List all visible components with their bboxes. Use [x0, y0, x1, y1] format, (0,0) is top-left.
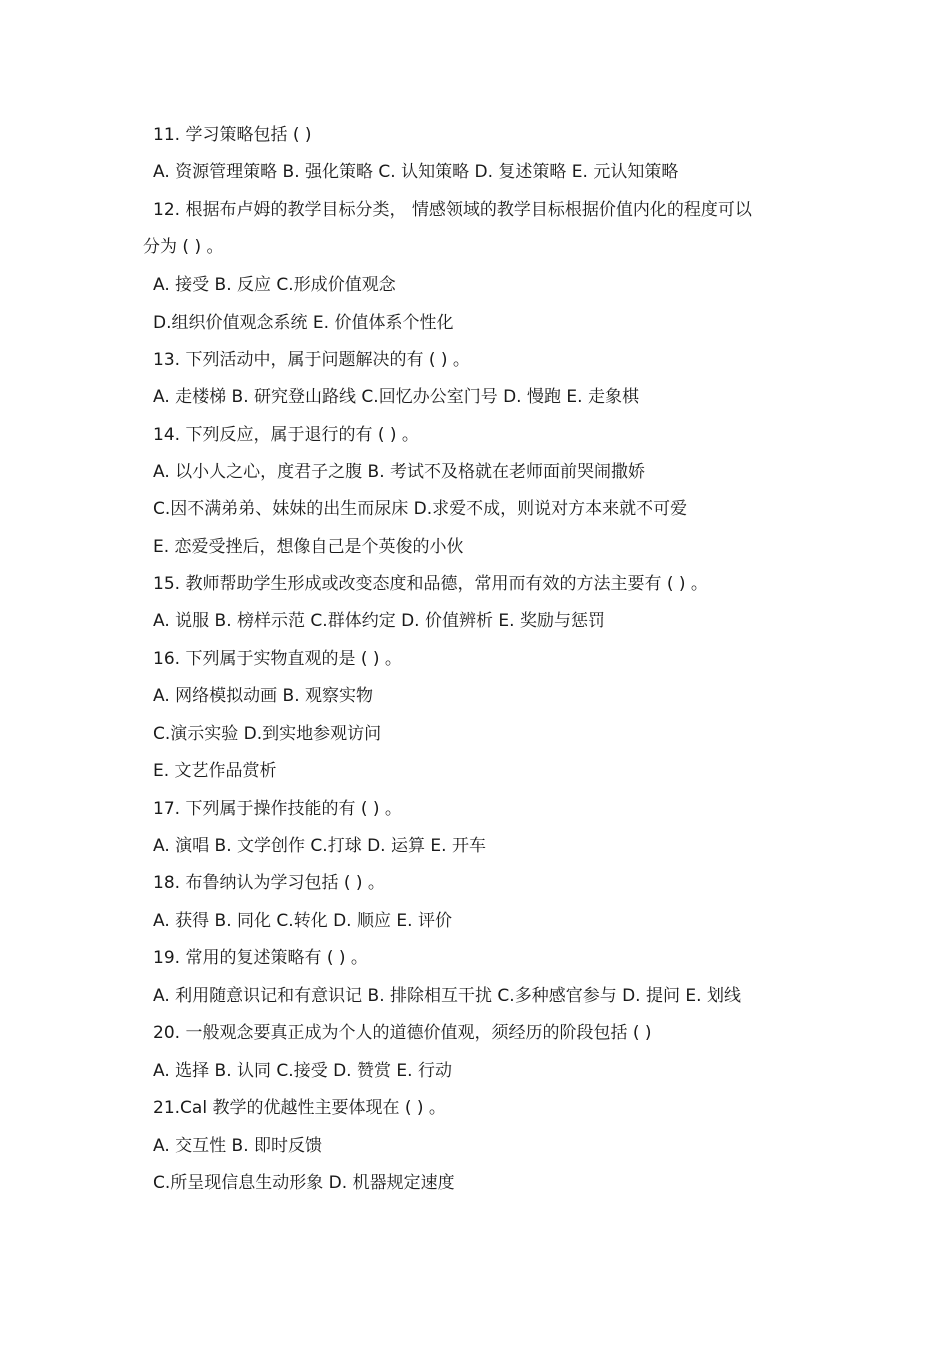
question-14-options-3: E. 恋爱受挫后，想像自己是个英俊的小伙: [153, 537, 464, 557]
question-17: 17. 下列属于操作技能的有 ( ) 。: [153, 799, 402, 819]
question-12: 12. 根据布卢姆的教学目标分类， 情感领域的教学目标根据价值内化的程度可以: [153, 200, 752, 220]
question-19: 19. 常用的复述策略有 ( ) 。: [153, 948, 368, 968]
question-12-options-1: A. 接受 B. 反应 C.形成价值观念: [153, 275, 396, 295]
question-18-options: A. 获得 B. 同化 C.转化 D. 顺应 E. 评价: [153, 911, 452, 931]
question-20-options: A. 选择 B. 认同 C.接受 D. 赞赏 E. 行动: [153, 1061, 452, 1081]
question-21: 21.Cal 教学的优越性主要体现在 ( ) 。: [153, 1098, 446, 1118]
question-16-options-2: C.演示实验 D.到实地参观访问: [153, 724, 382, 744]
question-13-options: A. 走楼梯 B. 研究登山路线 C.回忆办公室门号 D. 慢跑 E. 走象棋: [153, 387, 639, 407]
question-15-options: A. 说服 B. 榜样示范 C.群体约定 D. 价值辨析 E. 奖励与惩罚: [153, 611, 605, 631]
question-11: 11. 学习策略包括 ( ): [153, 125, 312, 145]
question-21-options-2: C.所呈现信息生动形象 D. 机器规定速度: [153, 1173, 455, 1193]
question-17-options: A. 演唱 B. 文学创作 C.打球 D. 运算 E. 开车: [153, 836, 486, 856]
question-14-options-2: C.因不满弟弟、妹妹的出生而尿床 D.求爱不成，则说对方本来就不可爱: [153, 499, 688, 519]
question-16-options-3: E. 文艺作品赏析: [153, 761, 277, 781]
question-14: 14. 下列反应，属于退行的有 ( ) 。: [153, 425, 419, 445]
question-15: 15. 教师帮助学生形成或改变态度和品德，常用而有效的方法主要有 ( ) 。: [153, 574, 708, 594]
question-13: 13. 下列活动中，属于问题解决的有 ( ) 。: [153, 350, 470, 370]
question-19-options: A. 利用随意识记和有意识记 B. 排除相互干扰 C.多种感官参与 D. 提问 E. 划线: [153, 986, 741, 1006]
question-16: 16. 下列属于实物直观的是 ( ) 。: [153, 649, 402, 669]
question-18: 18. 布鲁纳认为学习包括 ( ) 。: [153, 873, 385, 893]
question-12-options-2: D.组织价值观念系统 E. 价值体系个性化: [153, 313, 454, 333]
question-11-options: A. 资源管理策略 B. 强化策略 C. 认知策略 D. 复述策略 E. 元认知策略: [153, 162, 679, 182]
question-20: 20. 一般观念要真正成为个人的道德价值观，须经历的阶段包括 ( ): [153, 1023, 652, 1043]
question-14-options-1: A. 以小人之心，度君子之腹 B. 考试不及格就在老师面前哭闹撒娇: [153, 462, 646, 482]
question-16-options-1: A. 网络模拟动画 B. 观察实物: [153, 686, 374, 706]
question-21-options-1: A. 交互性 B. 即时反馈: [153, 1136, 323, 1156]
question-12-continued: 分为 ( ) 。: [143, 237, 224, 257]
